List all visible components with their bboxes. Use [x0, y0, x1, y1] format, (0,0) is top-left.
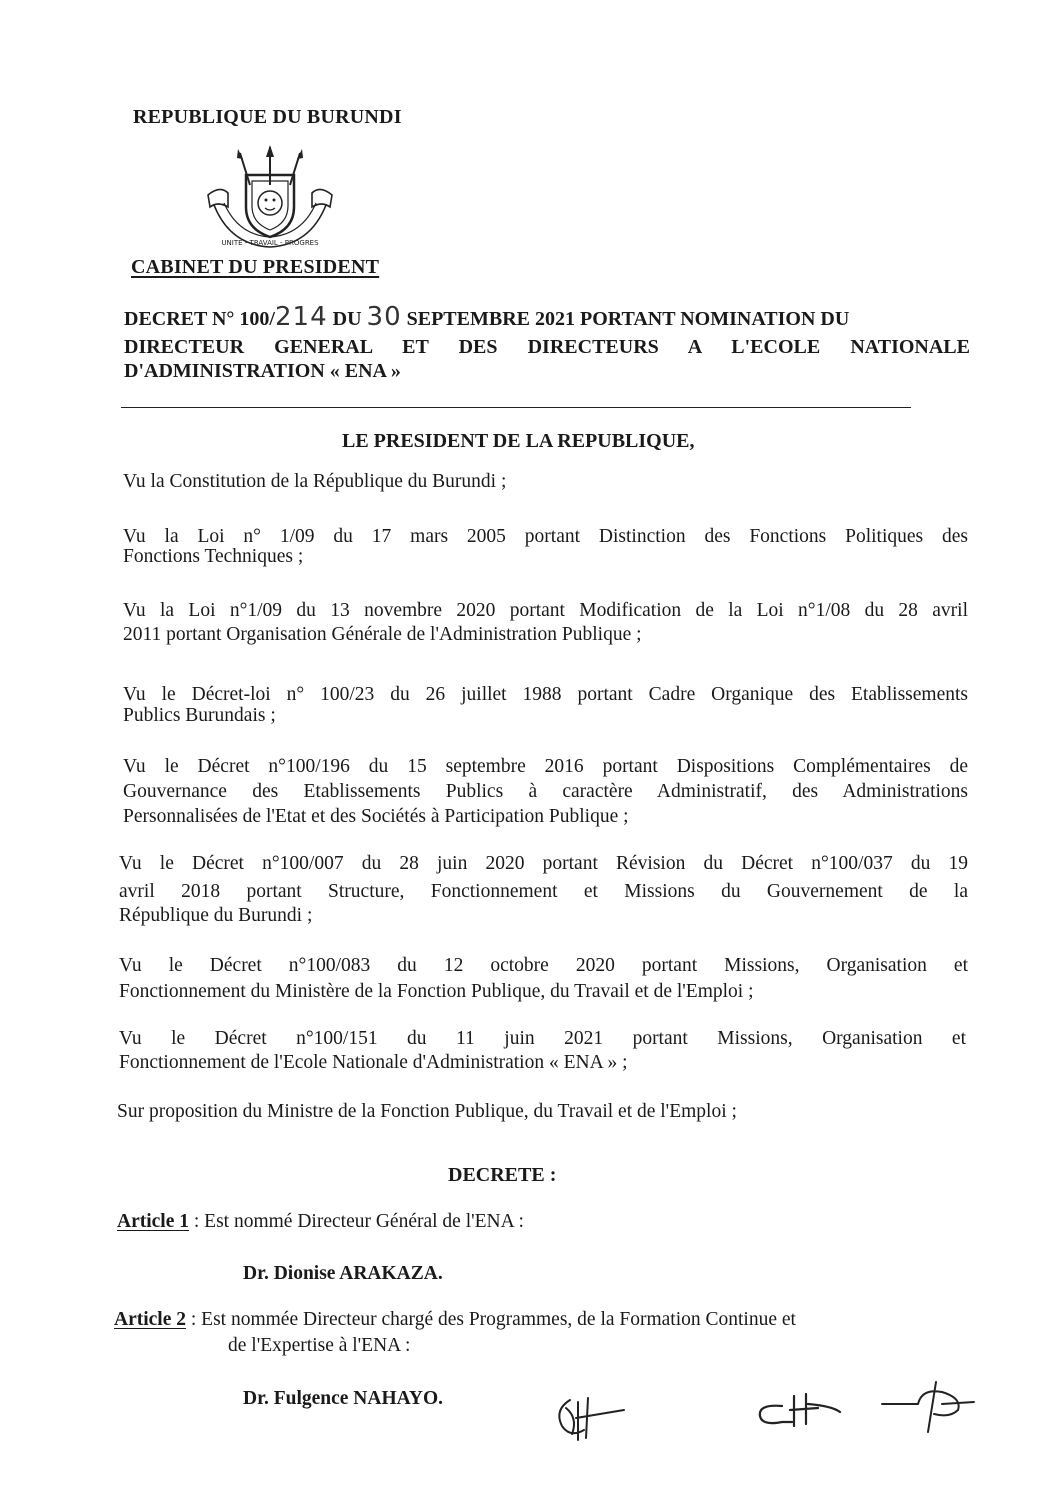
considerant-7-line-1: Vu le Décret n°100/083 du 12 octobre 2020 portant Missions, Organisation et [119, 955, 968, 976]
considerant-6-line-1: Vu le Décret n°100/007 du 28 juin 2020 portant Révision du Décret n°100/037 du 19 [119, 853, 968, 874]
considerant-9: Sur proposition du Ministre de la Fonction Publique, du Travail et de l'Emploi ; [117, 1101, 737, 1122]
considerant-5-line-2: Gouvernance des Etablissements Publics à caractère Administratif, des Administrations [123, 781, 968, 802]
article-2-text-line-1: : Est nommée Directeur chargé des Programmes, de la Formation Continue et [186, 1309, 796, 1330]
considerant-5-line-3: Personnalisées de l'Etat et des Sociétés à Participation Publique ; [123, 806, 629, 827]
motto-text: UNITE - TRAVAIL - PROGRES [221, 239, 319, 247]
considerant-3-line-1: Vu la Loi n°1/09 du 13 novembre 2020 portant Modification de la Loi n°1/08 du 28 avril [123, 600, 968, 621]
title-divider [121, 407, 911, 408]
considerant-2-line-1: Vu la Loi n° 1/09 du 17 mars 2005 portant Distinction des Fonctions Politiques des [123, 526, 968, 547]
decree-title-line-3: D'ADMINISTRATION « ENA » [124, 360, 401, 382]
article-1 [117, 1210, 524, 1234]
title-mid: DU [332, 308, 362, 330]
considerant-5-line-1: Vu le Décret n°100/196 du 15 septembre 2016 portant Dispositions Complémentaires de [123, 756, 968, 777]
considerant-4-line-1: Vu le Décret-loi n° 100/23 du 26 juillet 1988 portant Cadre Organique des Etablissements [123, 684, 968, 705]
title-prefix: DECRET N° 100/ [124, 308, 275, 330]
article-1-nominee: Dr. Dionise ARAKAZA. [243, 1263, 443, 1284]
considerant-8-line-2: Fonctionnement de l'Ecole Nationale d'Administration « ENA » ; [119, 1052, 628, 1073]
considerant-7-line-2: Fonctionnement du Ministère de la Fonction Publique, du Travail et de l'Emploi ; [119, 981, 754, 1002]
handwritten-day: 30 [366, 302, 402, 332]
considerant-8-line-1: Vu le Décret n°100/151 du 11 juin 2021 portant Missions, Organisation et [119, 1028, 966, 1049]
considerant-2-line-2: Fonctions Techniques ; [123, 546, 304, 567]
article-1-text: : Est nommé Directeur Général de l'ENA : [189, 1211, 524, 1232]
considerant-3-line-2: 2011 portant Organisation Générale de l'Administration Publique ; [123, 624, 642, 645]
president-heading: LE PRESIDENT DE LA REPUBLIQUE, [342, 430, 695, 452]
considerant-4-line-2: Publics Burundais ; [123, 705, 276, 726]
considerant-6-line-2: avril 2018 portant Structure, Fonctionnement et Missions du Gouvernement de la [119, 881, 968, 902]
decree-title-line-1 [124, 302, 970, 332]
handwritten-number: 214 [275, 302, 328, 332]
article-2-nominee: Dr. Fulgence NAHAYO. [243, 1388, 444, 1409]
article-2 [114, 1308, 964, 1332]
title-suffix: SEPTEMBRE 2021 PORTANT NOMINATION DU [406, 308, 850, 330]
initials-signature-1-icon [548, 1388, 628, 1448]
initials-signature-3-icon [878, 1376, 978, 1436]
considerant-6-line-3: République du Burundi ; [119, 905, 313, 926]
coat-of-arms-icon [200, 145, 340, 255]
article-2-label: Article 2 [114, 1309, 187, 1330]
country-name: REPUBLIQUE DU BURUNDI [133, 106, 402, 128]
initials-signature-2-icon [752, 1386, 852, 1436]
article-2-text-line-2: de l'Expertise à l'ENA : [228, 1335, 411, 1356]
cabinet-title: CABINET DU PRESIDENT [131, 256, 380, 278]
article-1-label: Article 1 [117, 1211, 190, 1232]
considerant-1: Vu la Constitution de la République du Burundi ; [123, 471, 507, 492]
decree-title-line-2: DIRECTEUR GENERAL ET DES DIRECTEURS A L'ECOLE NATIONALE [124, 336, 970, 358]
decree-heading: DECRETE : [448, 1164, 557, 1186]
